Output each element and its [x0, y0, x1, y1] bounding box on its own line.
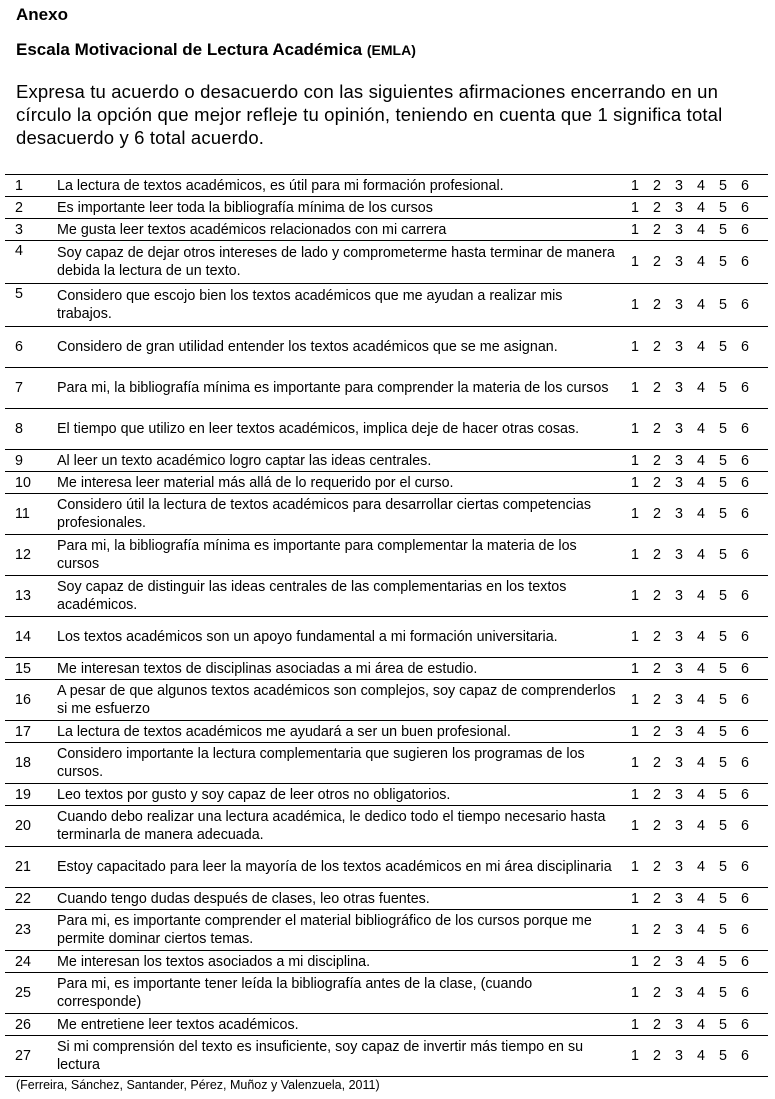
rating-option-6[interactable]: 6 — [741, 297, 749, 313]
rating-option-1[interactable]: 1 — [631, 953, 639, 970]
rating-option-6[interactable]: 6 — [741, 221, 749, 238]
rating-scale — [617, 409, 768, 450]
rating-option-6[interactable]: 6 — [741, 421, 749, 437]
rating-option-6[interactable]: 6 — [741, 786, 749, 803]
rating-option-5[interactable]: 5 — [719, 786, 727, 803]
rating-option-2[interactable]: 2 — [653, 723, 661, 740]
item-statement: Considero de gran utilidad entender los textos académicos que se me asignan. — [47, 327, 617, 368]
rating-scale — [617, 327, 768, 368]
rating-option-6[interactable]: 6 — [741, 339, 749, 355]
rating-option-4[interactable]: 4 — [697, 922, 705, 938]
item-statement: Me interesa leer material más allá de lo requerido por el curso. — [47, 472, 617, 494]
item-number: 12 — [5, 535, 47, 576]
rating-option-3[interactable]: 3 — [675, 985, 683, 1001]
rating-option-6[interactable]: 6 — [741, 547, 749, 563]
rating-option-4[interactable]: 4 — [697, 953, 705, 970]
rating-option-1[interactable]: 1 — [631, 452, 639, 469]
rating-option-5[interactable]: 5 — [719, 890, 727, 907]
item-row — [5, 327, 768, 368]
rating-option-5[interactable]: 5 — [719, 199, 727, 216]
rating-option-5[interactable]: 5 — [719, 474, 727, 491]
rating-scale — [617, 535, 768, 576]
rating-option-2[interactable]: 2 — [653, 547, 661, 563]
rating-option-4[interactable]: 4 — [697, 1048, 705, 1064]
rating-scale — [617, 658, 768, 680]
rating-option-2[interactable]: 2 — [653, 629, 661, 645]
rating-option-2[interactable]: 2 — [653, 588, 661, 604]
rating-option-2[interactable]: 2 — [653, 380, 661, 396]
rating-option-2[interactable]: 2 — [653, 922, 661, 938]
item-row — [5, 721, 768, 743]
rating-option-1[interactable]: 1 — [631, 629, 639, 645]
item-number: 7 — [5, 368, 47, 409]
rating-option-1[interactable]: 1 — [631, 985, 639, 1001]
rating-option-1[interactable]: 1 — [631, 859, 639, 875]
rating-option-6[interactable]: 6 — [741, 474, 749, 491]
rating-option-6[interactable]: 6 — [741, 922, 749, 938]
rating-option-6[interactable]: 6 — [741, 452, 749, 469]
rating-option-3[interactable]: 3 — [675, 421, 683, 437]
rating-option-6[interactable]: 6 — [741, 953, 749, 970]
rating-option-5[interactable]: 5 — [719, 339, 727, 355]
rating-scale — [617, 784, 768, 806]
item-statement: Estoy capacitado para leer la mayoría de los textos académicos en mi área disciplinaria — [47, 847, 617, 888]
rating-option-6[interactable]: 6 — [741, 177, 749, 194]
item-statement: Es importante leer toda la bibliografía mínima de los cursos — [47, 197, 617, 219]
rating-option-4[interactable]: 4 — [697, 692, 705, 708]
rating-option-1[interactable]: 1 — [631, 1048, 639, 1064]
rating-option-5[interactable]: 5 — [719, 692, 727, 708]
item-number: 11 — [5, 494, 47, 535]
rating-option-5[interactable]: 5 — [719, 1016, 727, 1033]
rating-option-2[interactable]: 2 — [653, 1048, 661, 1064]
rating-option-3[interactable]: 3 — [675, 474, 683, 491]
item-row — [5, 175, 768, 197]
item-number: 1 — [5, 175, 47, 197]
item-row — [5, 450, 768, 472]
rating-scale — [617, 888, 768, 910]
rating-scale — [617, 680, 768, 721]
item-statement: Me interesan los textos asociados a mi disciplina. — [47, 951, 617, 973]
rating-option-5[interactable]: 5 — [719, 588, 727, 604]
item-row — [5, 1036, 768, 1077]
rating-option-3[interactable]: 3 — [675, 660, 683, 677]
rating-option-2[interactable]: 2 — [653, 339, 661, 355]
item-row — [5, 973, 768, 1014]
item-row — [5, 784, 768, 806]
item-row — [5, 910, 768, 951]
rating-scale — [617, 197, 768, 219]
rating-option-2[interactable]: 2 — [653, 177, 661, 194]
item-number: 5 — [5, 284, 47, 327]
rating-option-3[interactable]: 3 — [675, 177, 683, 194]
item-row — [5, 888, 768, 910]
rating-option-3[interactable]: 3 — [675, 629, 683, 645]
rating-scale — [617, 472, 768, 494]
item-row — [5, 409, 768, 450]
rating-option-3[interactable]: 3 — [675, 1048, 683, 1064]
rating-option-2[interactable]: 2 — [653, 985, 661, 1001]
rating-option-3[interactable]: 3 — [675, 859, 683, 875]
rating-option-2[interactable]: 2 — [653, 692, 661, 708]
rating-option-4[interactable]: 4 — [697, 254, 705, 270]
item-statement: Me interesan textos de disciplinas asociadas a mi área de estudio. — [47, 658, 617, 680]
rating-option-3[interactable]: 3 — [675, 786, 683, 803]
rating-scale — [617, 1014, 768, 1036]
item-number: 2 — [5, 197, 47, 219]
rating-option-5[interactable]: 5 — [719, 755, 727, 771]
rating-option-6[interactable]: 6 — [741, 1016, 749, 1033]
rating-option-4[interactable]: 4 — [697, 421, 705, 437]
rating-scale — [617, 284, 768, 327]
rating-option-5[interactable]: 5 — [719, 629, 727, 645]
rating-option-3[interactable]: 3 — [675, 254, 683, 270]
rating-option-3[interactable]: 3 — [675, 755, 683, 771]
item-statement: Soy capaz de distinguir las ideas centrales de las complementarias en los textos académicos. — [47, 576, 617, 617]
item-number: 14 — [5, 617, 47, 658]
rating-option-3[interactable]: 3 — [675, 692, 683, 708]
rating-option-2[interactable]: 2 — [653, 859, 661, 875]
item-statement: Para mi, es importante tener leída la bibliografía antes de la clase, (cuando corresponde) — [47, 973, 617, 1014]
instructions: Expresa tu acuerdo o desacuerdo con las siguientes afirmaciones encerrando en un círculo la opción que mejor refleje tu opinión, teniendo en cuenta que 1 significa total desacuerdo y 6 total acuerdo. — [16, 81, 723, 148]
item-statement: La lectura de textos académicos me ayudará a ser un buen profesional. — [47, 721, 617, 743]
item-number: 20 — [5, 806, 47, 847]
rating-option-4[interactable]: 4 — [697, 547, 705, 563]
rating-option-6[interactable]: 6 — [741, 755, 749, 771]
rating-option-1[interactable]: 1 — [631, 177, 639, 194]
item-row — [5, 219, 768, 241]
rating-option-1[interactable]: 1 — [631, 588, 639, 604]
item-row — [5, 680, 768, 721]
rating-option-4[interactable]: 4 — [697, 474, 705, 491]
questionnaire-table — [5, 174, 768, 1077]
item-statement: Considero importante la lectura complementaria que sugieren los programas de los cursos. — [47, 743, 617, 784]
item-number: 15 — [5, 658, 47, 680]
rating-scale — [617, 910, 768, 951]
rating-scale — [617, 576, 768, 617]
rating-option-4[interactable]: 4 — [697, 177, 705, 194]
item-statement: El tiempo que utilizo en leer textos académicos, implica deje de hacer otras cosas. — [47, 409, 617, 450]
rating-option-1[interactable]: 1 — [631, 1016, 639, 1033]
rating-option-4[interactable]: 4 — [697, 506, 705, 522]
rating-option-2[interactable]: 2 — [653, 660, 661, 677]
rating-option-4[interactable]: 4 — [697, 890, 705, 907]
rating-option-3[interactable]: 3 — [675, 723, 683, 740]
rating-option-5[interactable]: 5 — [719, 380, 727, 396]
rating-option-3[interactable]: 3 — [675, 818, 683, 834]
item-row — [5, 494, 768, 535]
rating-option-5[interactable]: 5 — [719, 254, 727, 270]
rating-option-3[interactable]: 3 — [675, 890, 683, 907]
rating-option-6[interactable]: 6 — [741, 588, 749, 604]
item-number: 25 — [5, 973, 47, 1014]
item-statement: A pesar de que algunos textos académicos son complejos, soy capaz de comprenderlos si me esfuerzo — [47, 680, 617, 721]
item-row — [5, 535, 768, 576]
rating-option-3[interactable]: 3 — [675, 199, 683, 216]
rating-option-4[interactable]: 4 — [697, 660, 705, 677]
item-number: 19 — [5, 784, 47, 806]
item-number: 22 — [5, 888, 47, 910]
rating-option-4[interactable]: 4 — [697, 723, 705, 740]
scale-abbr: (EMLA) — [366, 42, 416, 58]
rating-option-6[interactable]: 6 — [741, 985, 749, 1001]
rating-scale — [617, 721, 768, 743]
rating-option-1[interactable]: 1 — [631, 506, 639, 522]
item-statement: Para mi, la bibliografía mínima es importante para complementar la materia de los cursos — [47, 535, 617, 576]
rating-option-2[interactable]: 2 — [653, 452, 661, 469]
rating-option-1[interactable]: 1 — [631, 660, 639, 677]
item-statement: Leo textos por gusto y soy capaz de leer otros no obligatorios. — [47, 784, 617, 806]
rating-option-6[interactable]: 6 — [741, 380, 749, 396]
item-statement: Considero útil la lectura de textos académicos para desarrollar ciertas competencias profesionales. — [47, 494, 617, 535]
rating-scale — [617, 241, 768, 284]
appendix-heading: Anexo — [16, 5, 68, 24]
rating-option-4[interactable]: 4 — [697, 786, 705, 803]
rating-option-3[interactable]: 3 — [675, 452, 683, 469]
item-statement: Soy capaz de dejar otros intereses de lado y comprometerme hasta terminar de manera debida la lectura de un texto. — [47, 241, 617, 284]
rating-option-4[interactable]: 4 — [697, 339, 705, 355]
rating-option-2[interactable]: 2 — [653, 506, 661, 522]
rating-option-6[interactable]: 6 — [741, 859, 749, 875]
item-row — [5, 241, 768, 284]
item-number: 4 — [5, 241, 47, 284]
rating-option-5[interactable]: 5 — [719, 421, 727, 437]
item-statement: Los textos académicos son un apoyo fundamental a mi formación universitaria. — [47, 617, 617, 658]
rating-option-2[interactable]: 2 — [653, 474, 661, 491]
rating-option-4[interactable]: 4 — [697, 1016, 705, 1033]
item-statement: La lectura de textos académicos, es útil para mi formación profesional. — [47, 175, 617, 197]
rating-option-4[interactable]: 4 — [697, 452, 705, 469]
rating-option-5[interactable]: 5 — [719, 922, 727, 938]
item-number: 18 — [5, 743, 47, 784]
rating-option-5[interactable]: 5 — [719, 953, 727, 970]
scale-title-text: Escala Motivacional de Lectura Académica — [16, 40, 363, 59]
rating-option-1[interactable]: 1 — [631, 421, 639, 437]
item-number: 26 — [5, 1014, 47, 1036]
rating-option-1[interactable]: 1 — [631, 818, 639, 834]
rating-option-1[interactable]: 1 — [631, 380, 639, 396]
rating-scale — [617, 617, 768, 658]
rating-option-4[interactable]: 4 — [697, 221, 705, 238]
rating-option-4[interactable]: 4 — [697, 818, 705, 834]
rating-option-3[interactable]: 3 — [675, 953, 683, 970]
rating-option-2[interactable]: 2 — [653, 297, 661, 313]
rating-option-1[interactable]: 1 — [631, 474, 639, 491]
citation: (Ferreira, Sánchez, Santander, Pérez, Muñoz y Valenzuela, 2011) — [16, 1078, 380, 1092]
item-statement: Me gusta leer textos académicos relacionados con mi carrera — [47, 219, 617, 241]
rating-option-4[interactable]: 4 — [697, 985, 705, 1001]
rating-option-1[interactable]: 1 — [631, 339, 639, 355]
rating-option-4[interactable]: 4 — [697, 859, 705, 875]
rating-option-1[interactable]: 1 — [631, 755, 639, 771]
item-statement: Para mi, es importante comprender el material bibliográfico de los cursos porque me permite dominar ciertos temas. — [47, 910, 617, 951]
item-number: 3 — [5, 219, 47, 241]
item-row — [5, 951, 768, 973]
rating-option-3[interactable]: 3 — [675, 547, 683, 563]
rating-option-5[interactable]: 5 — [719, 1048, 727, 1064]
rating-scale — [617, 847, 768, 888]
rating-option-1[interactable]: 1 — [631, 922, 639, 938]
rating-option-1[interactable]: 1 — [631, 297, 639, 313]
rating-scale — [617, 368, 768, 409]
rating-option-2[interactable]: 2 — [653, 953, 661, 970]
rating-option-5[interactable]: 5 — [719, 723, 727, 740]
rating-option-2[interactable]: 2 — [653, 890, 661, 907]
item-number: 27 — [5, 1036, 47, 1077]
item-number: 9 — [5, 450, 47, 472]
rating-option-1[interactable]: 1 — [631, 692, 639, 708]
rating-option-6[interactable]: 6 — [741, 818, 749, 834]
rating-option-6[interactable]: 6 — [741, 629, 749, 645]
rating-option-2[interactable]: 2 — [653, 421, 661, 437]
rating-option-5[interactable]: 5 — [719, 452, 727, 469]
rating-scale — [617, 219, 768, 241]
item-number: 21 — [5, 847, 47, 888]
rating-option-6[interactable]: 6 — [741, 254, 749, 270]
rating-option-5[interactable]: 5 — [719, 221, 727, 238]
rating-scale — [617, 1036, 768, 1077]
rating-option-3[interactable]: 3 — [675, 339, 683, 355]
rating-option-2[interactable]: 2 — [653, 254, 661, 270]
rating-option-5[interactable]: 5 — [719, 177, 727, 194]
item-row — [5, 847, 768, 888]
rating-option-3[interactable]: 3 — [675, 221, 683, 238]
item-number: 16 — [5, 680, 47, 721]
rating-option-6[interactable]: 6 — [741, 660, 749, 677]
rating-option-4[interactable]: 4 — [697, 199, 705, 216]
rating-option-3[interactable]: 3 — [675, 1016, 683, 1033]
rating-scale — [617, 951, 768, 973]
rating-option-4[interactable]: 4 — [697, 629, 705, 645]
item-row — [5, 806, 768, 847]
rating-scale — [617, 494, 768, 535]
rating-option-6[interactable]: 6 — [741, 199, 749, 216]
scale-title — [16, 40, 416, 60]
item-statement: Considero que escojo bien los textos académicos que me ayudan a realizar mis trabajos. — [47, 284, 617, 327]
rating-option-1[interactable]: 1 — [631, 221, 639, 238]
rating-option-6[interactable]: 6 — [741, 692, 749, 708]
rating-option-1[interactable]: 1 — [631, 890, 639, 907]
rating-option-5[interactable]: 5 — [719, 547, 727, 563]
rating-scale — [617, 450, 768, 472]
rating-option-3[interactable]: 3 — [675, 380, 683, 396]
rating-scale — [617, 806, 768, 847]
rating-option-5[interactable]: 5 — [719, 818, 727, 834]
rating-option-1[interactable]: 1 — [631, 786, 639, 803]
item-statement: Cuando debo realizar una lectura académica, le dedico todo el tiempo necesario hasta terminarla de manera adecuada. — [47, 806, 617, 847]
rating-option-2[interactable]: 2 — [653, 786, 661, 803]
item-number: 8 — [5, 409, 47, 450]
rating-option-1[interactable]: 1 — [631, 254, 639, 270]
rating-option-3[interactable]: 3 — [675, 297, 683, 313]
rating-option-4[interactable]: 4 — [697, 380, 705, 396]
item-row — [5, 743, 768, 784]
rating-option-2[interactable]: 2 — [653, 818, 661, 834]
rating-scale — [617, 743, 768, 784]
rating-option-6[interactable]: 6 — [741, 723, 749, 740]
rating-option-1[interactable]: 1 — [631, 723, 639, 740]
rating-option-2[interactable]: 2 — [653, 221, 661, 238]
rating-option-5[interactable]: 5 — [719, 859, 727, 875]
item-statement: Al leer un texto académico logro captar las ideas centrales. — [47, 450, 617, 472]
rating-option-5[interactable]: 5 — [719, 985, 727, 1001]
rating-option-3[interactable]: 3 — [675, 922, 683, 938]
rating-option-6[interactable]: 6 — [741, 1048, 749, 1064]
item-row — [5, 472, 768, 494]
item-statement: Para mi, la bibliografía mínima es importante para comprender la materia de los cursos — [47, 368, 617, 409]
rating-scale — [617, 973, 768, 1014]
rating-option-2[interactable]: 2 — [653, 755, 661, 771]
rating-scale — [617, 175, 768, 197]
rating-option-2[interactable]: 2 — [653, 199, 661, 216]
item-number: 24 — [5, 951, 47, 973]
item-number: 23 — [5, 910, 47, 951]
rating-option-6[interactable]: 6 — [741, 890, 749, 907]
rating-option-4[interactable]: 4 — [697, 755, 705, 771]
rating-option-6[interactable]: 6 — [741, 506, 749, 522]
rating-option-4[interactable]: 4 — [697, 297, 705, 313]
item-number: 10 — [5, 472, 47, 494]
rating-option-1[interactable]: 1 — [631, 547, 639, 563]
item-statement: Cuando tengo dudas después de clases, leo otras fuentes. — [47, 888, 617, 910]
item-row — [5, 197, 768, 219]
rating-option-3[interactable]: 3 — [675, 588, 683, 604]
item-statement: Me entretiene leer textos académicos. — [47, 1014, 617, 1036]
rating-option-3[interactable]: 3 — [675, 506, 683, 522]
rating-option-2[interactable]: 2 — [653, 1016, 661, 1033]
item-number: 6 — [5, 327, 47, 368]
rating-option-5[interactable]: 5 — [719, 506, 727, 522]
item-row — [5, 576, 768, 617]
rating-option-1[interactable]: 1 — [631, 199, 639, 216]
item-number: 13 — [5, 576, 47, 617]
item-row — [5, 284, 768, 327]
rating-option-5[interactable]: 5 — [719, 660, 727, 677]
item-number: 17 — [5, 721, 47, 743]
item-row — [5, 1014, 768, 1036]
rating-option-5[interactable]: 5 — [719, 297, 727, 313]
item-row — [5, 617, 768, 658]
rating-option-4[interactable]: 4 — [697, 588, 705, 604]
item-row — [5, 368, 768, 409]
item-statement: Si mi comprensión del texto es insuficiente, soy capaz de invertir más tiempo en su lectura — [47, 1036, 617, 1077]
item-row — [5, 658, 768, 680]
